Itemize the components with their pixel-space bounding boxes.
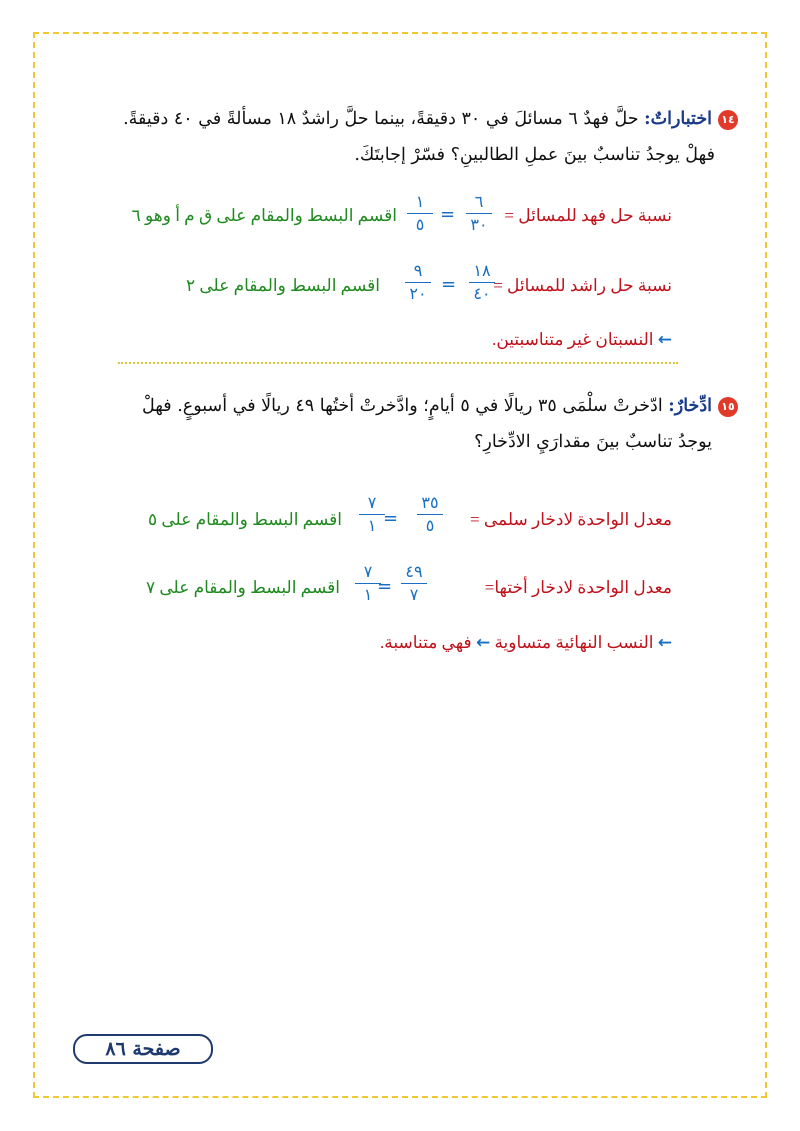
equals-sign: =: [377, 576, 393, 597]
solution-14-row1-label: نسبة حل فهد للمسائل =: [504, 206, 672, 225]
problem-number-badge: ١٥: [718, 397, 738, 417]
solution-14-row2-note: اقسم البسط والمقام على ٢: [186, 276, 380, 295]
problem-15-line1: [142, 396, 738, 417]
fraction-6-30: ٦ ٣٠: [463, 193, 495, 234]
solution-15-conclusion: ← النسب النهائية متساوية ← فهي متناسبة.: [380, 633, 672, 653]
problem-number-badge: ١٤: [718, 110, 738, 130]
equals-sign: =: [441, 274, 457, 295]
arrow-icon: ←: [657, 330, 672, 350]
solution-15-row2-note: اقسم البسط والمقام على ٧: [146, 578, 340, 597]
problem-keyword: اختباراتٌ:: [644, 109, 712, 129]
arrow-icon: ←: [475, 633, 491, 653]
problem-text: ادّخرتْ سلْمَى ٣٥ ريالًا في ٥ أيامٍ؛ وادَّخرتْ أختُها ٤٩ ريالًا في أسبوعٍ. فهلْ: [141, 396, 663, 416]
problem-14-line1: [123, 109, 738, 130]
equals-sign: =: [440, 204, 456, 225]
fraction-49-7: ٤٩ ٧: [398, 563, 430, 604]
problem-15-line2: يوجدُ تناسبٌ بينَ مقدارَيِ الادِّخارِ؟: [474, 432, 712, 452]
solution-14-row1-note: اقسم البسط والمقام على ق م أ وهو ٦: [131, 206, 397, 225]
fraction-7-1: ٧ ١: [352, 563, 384, 604]
problem-14-line2: فهلْ يوجدُ تناسبٌ بينَ عملِ الطالبينِ؟ فسّرْ إجابتَكَ.: [354, 145, 715, 165]
fraction-7-1: ٧ ١: [356, 494, 388, 535]
solution-15-row1-label: معدل الواحدة لادخار سلمى =: [470, 510, 672, 529]
problem-text: حلَّ فهدٌ ٦ مسائلَ في ٣٠ دقيقةً، بينما حلَّ راشدٌ ١٨ مسألةً في ٤٠ دقيقةً.: [123, 109, 639, 129]
fraction-18-40: ١٨ ٤٠: [466, 262, 498, 303]
equals-sign: =: [383, 508, 399, 529]
fraction-1-5: ١ ٥: [404, 193, 436, 234]
problem-keyword: ادِّخارٌ:: [668, 396, 712, 416]
fraction-35-5: ٣٥ ٥: [414, 494, 446, 535]
fraction-9-20: ٩ ٢٠: [402, 262, 434, 303]
solution-15-row2-label: معدل الواحدة لادخار أختها=: [484, 578, 672, 597]
solution-14-conclusion: ← النسبتان غير متناسبتين.: [492, 330, 672, 350]
arrow-icon: ←: [657, 633, 672, 653]
section-divider: [118, 362, 678, 364]
page-number-label: صفحة ٨٦: [73, 1034, 213, 1064]
solution-15-row1-note: اقسم البسط والمقام على ٥: [148, 510, 342, 529]
solution-14-row2-label: نسبة حل راشد للمسائل =: [493, 276, 672, 295]
